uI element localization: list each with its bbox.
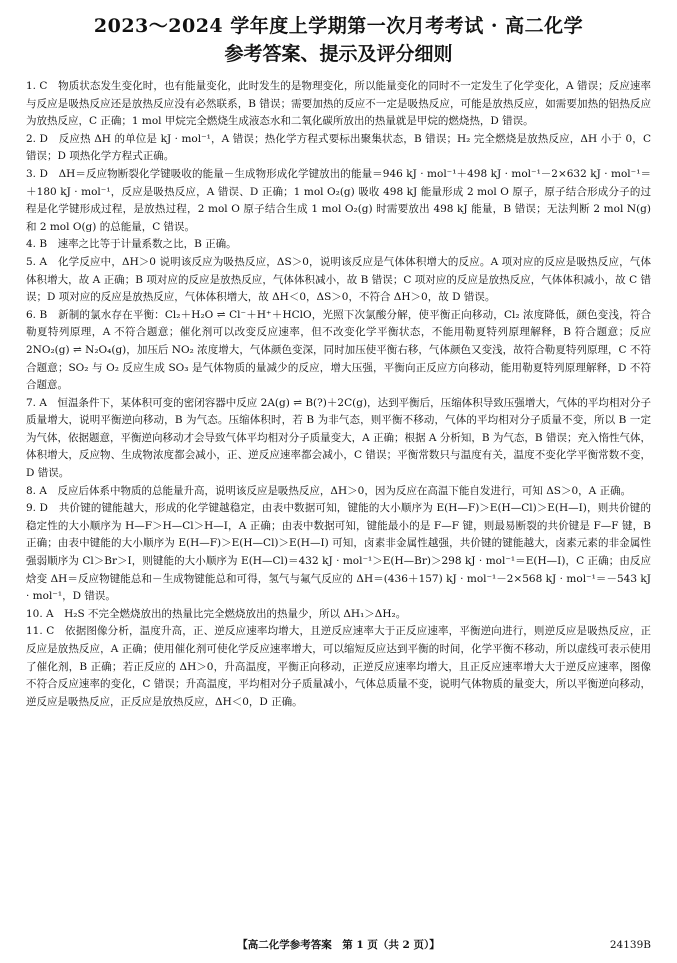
footer-doc-code: 24139B <box>609 939 651 951</box>
answer-item-11 <box>26 623 651 711</box>
page-title: 2023～2024 学年度上学期第一次月考考试 · 高二化学 <box>93 15 584 37</box>
answer-text: 7. A 恒温条件下，某体积可变的密闭容器中反应 2A(g) ⇌ B(?)＋2C(g)，达到平衡后，压缩体积导致压强增大，气体的平均相对分子质量增大，说明平衡逆向移动，B 为气态。压缩体积时，若 B 为非气态，则平衡不移动，气体的平均相对分子质量不变，所以 B 一定为气体，依据题意，平衡逆向移动才会导致气体平均相对分子质量变大，A 正确；根据 A 分析知，B 为气态，B 错误；充入惰性气体，体积增大，反应物、生成物浓度都会减小，正、逆反应速率都会减小，C 错误；平衡常数只与温度有关，温度不变化学平衡常数不变，D 错误。 <box>26 396 651 480</box>
answer-item-6 <box>26 307 651 395</box>
answer-item-9 <box>26 500 651 606</box>
answer-text: 11. C 依据图像分析，温度升高，正、逆反应速率均增大，且逆反应速率大于正反应速率，平衡逆向进行，则逆反应是吸热反应，正反应是放热反应，A 正确；使用催化剂可使化学反应速率增大，可以缩短反应达到平衡的时间，化学平衡不移动，所以虚线可表示使用了催化剂，B 正确；若正反应的 ΔH＞0，升高温度，平衡正向移动，正逆反应速率均增大，且正反应速率增大大于逆反应速率，图像不符合反应速率的变化，C 错误；升高温度，平均相对分子质量减小，气体总质量不变，说明气体物质的量变大，所以平衡逆向移动，逆反应是吸热反应，正反应是放热反应，ΔH＜0，D 正确。 <box>26 625 651 708</box>
answer-item-2 <box>26 131 651 166</box>
footer-page-info: 【高二化学参考答案 第 1 页（共 2 页）】 <box>237 939 440 951</box>
answer-text: 4. B 速率之比等于计量系数之比，B 正确。 <box>26 238 237 251</box>
answer-text: 1. C 物质状态发生变化时，也有能量变化，此时发生的是物理变化，所以能量变化的同时不一定发生了化学变化，A 错误；反应速率与反应是吸热反应还是放热反应没有必然联系，B 错误；需要加热的反应不一定是吸热反应，可能是放热反应，如需要加热的铝热反应为放热反应，C 正确；1 mol 甲烷完全燃烧生成液态水和二氧化碳所放出的热量就是甲烷的燃烧热，D 错误。 <box>26 80 651 128</box>
answer-item-7 <box>26 395 651 483</box>
answer-item-5 <box>26 254 651 307</box>
answer-text: 10. A H₂S 不完全燃烧放出的热量比完全燃烧放出的热量少，所以 ΔH₁＞ΔH₂。 <box>26 607 407 620</box>
answer-text: 8. A 反应后体系中物质的总能量升高，说明该反应是吸热反应，ΔH＞0，因为反应在高温下能自发进行，可知 ΔS＞0，A 正确。 <box>26 484 632 497</box>
answer-text: 2. D 反应热 ΔH 的单位是 kJ · mol⁻¹，A 错误；热化学方程式要标出聚集状态，B 错误；H₂ 完全燃烧是放热反应，ΔH 小于 0，C 错误；D 项热化学方程式正确。 <box>26 132 651 163</box>
answer-text: 6. B 新制的氯水存在平衡：Cl₂＋H₂O ⇌ Cl⁻＋H⁺＋HClO，光照下次氯酸分解，使平衡正向移动，Cl₂ 浓度降低，颜色变浅，符合勒夏特列原理，A 不符合题意；催化剂可以改变反应速率，但不改变化学平衡状态，不能用勒夏特列原理解释，B 符合题意；反应 2NO₂(g) ⇌ N₂O₄(g)，加压后 NO₂ 浓度增大，气体颜色变深，同时加压使平衡右移，气体颜色又变浅，故符合勒夏特列原理，C 不符合题意；SO₂ 与 O₂ 反应生成 SO₃ 是气体物质的量减少的反应，增大压强，平衡向正反应方向移动，能用勒夏特列原理解释，D 不符合题意。 <box>26 308 651 392</box>
page-footer <box>0 937 677 953</box>
answer-text: 5. A 化学反应中，ΔH＞0 说明该反应为吸热反应，ΔS＞0，说明该反应是气体体积增大的反应。A 项对应的反应是吸热反应，气体体积增大，故 A 正确；B 项对应的反应是放热反应，气体体积减小，故 B 错误；C 项对应的反应是放热反应，气体体积减小，故 C 错误；D 项对应的反应是放热反应，气体体积增大，故 ΔH＜0，ΔS＞0，不符合 ΔH＞0，故 D 错误。 <box>26 255 651 304</box>
answer-item-8 <box>26 483 651 501</box>
answer-item-4 <box>26 236 651 254</box>
answer-item-3 <box>26 166 651 236</box>
answer-text: 9. D 共价键的键能越大，形成的化学键越稳定，由表中数据可知，键能的大小顺序为 E(H—F)＞E(H—Cl)＞E(H—I)，则共价键的稳定性的大小顺序为 H—F＞H—Cl＞H—I，A 正确；由表中数据可知，键能最小的是 F—F 键，则最易断裂的共价键是 F—F 键，B 正确；由表中键能的大小顺序为 E(H—F)＞E(H—Cl)＞E(H—I) 可知，卤素非金属性越强，共价键的键能越大，卤素元素的非金属性强弱顺序为 Cl＞Br＞I，则键能的大小顺序为 E(H—Cl)＝432 kJ · mol⁻¹＞E(H—Br)＞298 kJ · mol⁻¹＝E(H—I)，C 正确；由反应焓变 ΔH＝反应物键能总和－生成物键能总和可得，氢气与氟气反应的 ΔH＝(436＋157) kJ · mol⁻¹－2×568 kJ · mol⁻¹＝－543 kJ · mol⁻¹，D 错误。 <box>26 502 651 603</box>
answer-item-1 <box>26 78 651 131</box>
answer-text: 3. D ΔH＝反应物断裂化学键吸收的能量－生成物形成化学键放出的能量＝946 kJ · mol⁻¹＋498 kJ · mol⁻¹－2×632 kJ · mol⁻¹＝＋180 kJ · mol⁻¹，反应是吸热反应，A 错误、D 正确；1 mol O₂(g) 吸收 498 kJ 能量形成 2 mol O 原子，原子结合形成分子的过程是化学键形成过程，是放热过程，2 mol O 原子结合生成 1 mol O₂(g) 时需要放出 498 kJ 能量，B 错误；无法判断 2 mol N(g) 和 2 mol O(g) 的总能量，C 错误。 <box>26 167 651 233</box>
page-subtitle: 参考答案、提示及评分细则 <box>224 43 453 65</box>
answer-list <box>26 78 651 711</box>
answer-item-10 <box>26 606 651 624</box>
